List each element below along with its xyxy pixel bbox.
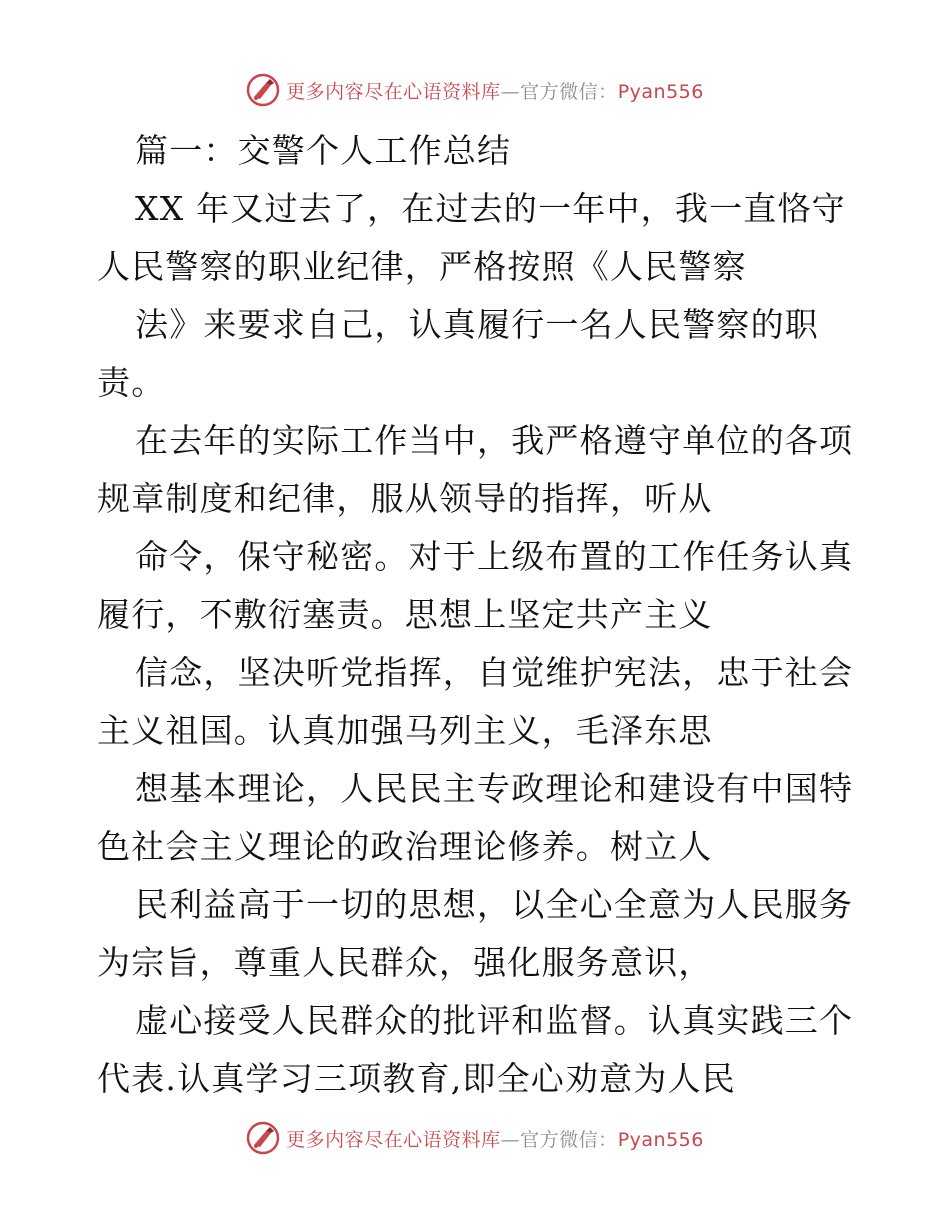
- paragraph-line: 民利益高于一切的思想，以全心全意为人民服务: [135, 885, 854, 924]
- paragraph-line: XX 年又过去了，在过去的一年中，我一直恪守: [135, 189, 846, 228]
- footer-watermark-banner: [0, 1118, 950, 1158]
- paragraph-line: 信念，坚决听党指挥，自觉维护宪法，忠于社会: [135, 653, 854, 692]
- paragraph-line: 在去年的实际工作当中，我严格遵守单位的各项: [135, 421, 854, 460]
- footer-banner-dash: —: [500, 1128, 521, 1151]
- paragraph-line: 想基本理论，人民民主专政理论和建设有中国特: [135, 769, 854, 808]
- paragraph-line: 规章制度和纪律，服从领导的指挥，听从: [97, 479, 713, 518]
- header-banner-dash: —: [500, 80, 521, 103]
- header-banner-id: Pyan556: [617, 80, 704, 103]
- footer-banner-text: [286, 1125, 704, 1152]
- header-banner-main: 更多内容尽在心语资料库: [286, 80, 501, 103]
- paragraph-line: 人民警察的职业纪律，严格按照《人民警察: [97, 247, 747, 286]
- logo-icon: [246, 1121, 280, 1155]
- paragraph-line: 代表.认真学习三项教育,即全心劝意为人民: [97, 1059, 736, 1098]
- header-banner-text: [286, 77, 704, 104]
- paragraph-line: 虚心接受人民群众的批评和监督。认真实践三个: [135, 1001, 854, 1040]
- document-title: 篇一：交警个人工作总结: [135, 131, 512, 170]
- footer-banner-sub: 官方微信：: [520, 1128, 618, 1151]
- paragraph-line: 命令，保守秘密。对于上级布置的工作任务认真: [135, 537, 854, 576]
- logo-icon: [246, 73, 280, 107]
- paragraph-line: 责。: [97, 363, 166, 402]
- paragraph-line: 法》来要求自己，认真履行一名人民警察的职: [135, 305, 819, 344]
- footer-banner-main: 更多内容尽在心语资料库: [286, 1128, 501, 1151]
- document-body: [97, 122, 857, 1108]
- header-banner-sub: 官方微信：: [520, 80, 618, 103]
- footer-banner-id: Pyan556: [617, 1128, 704, 1151]
- paragraph-line: 主义祖国。认真加强马列主义，毛泽东思: [97, 711, 713, 750]
- paragraph-line: 色社会主义理论的政治理论修养。树立人: [97, 827, 713, 866]
- paragraph-line: 履行，不敷衍塞责。思想上坚定共产主义: [97, 595, 713, 634]
- header-watermark-banner: [0, 70, 950, 110]
- paragraph-line: 为宗旨，尊重人民群众，强化服务意识，: [97, 943, 713, 982]
